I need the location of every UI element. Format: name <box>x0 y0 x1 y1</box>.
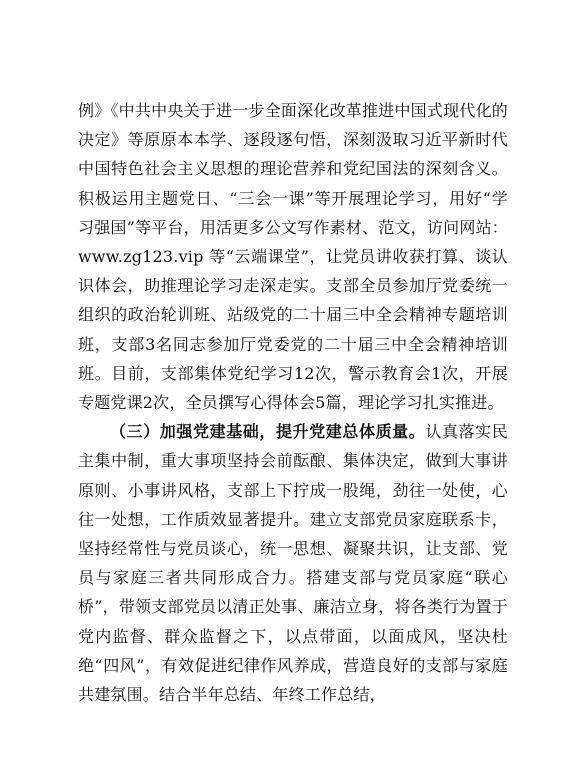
paragraph-1: 例》《中共中央关于进一步全面深化改革推进中国式现代化的决定》等原原本本学、逐段逐句悟，深刻汲取习近平新时代中国特色社会主义思想的理论营养和党纪国法的深刻含义。积极运用主题党日、“三会一课”等开展理论学习，用好“学习强国”等平台，用活更多公文写作素材、范文，访问网站：www.zg123.vip 等“云端课堂”，让党员讲收获打算、谈认识体会，助推理论学习走深走实。支部全员参加厅党委统一组织的政治轮训班、站级党的二十届三中全会精神专题培训班，支部3名同志参加厅党委党的二十届三中全会精神培训班。目前，支部集体党纪学习12次，警示教育会1次，开展专题党课2次，全员撰写心得体会5篇，理论学习扎实推进。 <box>78 101 508 413</box>
document-body <box>78 96 508 709</box>
paragraph-2 <box>78 417 508 709</box>
section-heading-3: （三）加强党建基础，提升党建总体质量。 <box>110 422 426 442</box>
paragraph-2-body: 认真落实民主集中制，重大事项坚持会前酝酿、集体决定，做到大事讲原则、小事讲风格，支部上下拧成一股绳，劲往一处使，心往一处想，工作质效显著提升。建立支部党员家庭联系卡，坚持经常性与党员谈心，统一思想、凝聚共识，让支部、党员与家庭三者共同形成合力。搭建支部与党员家庭“联心桥”，带领支部党员以清正处事、廉洁立身，将各类行为置于党内监督、群众监督之下，以点带面，以面成风，坚决杜绝“四风”，有效促进纪律作风养成，营造良好的支部与家庭共建氛围。结合半年总结、年终工作总结， <box>78 422 508 705</box>
